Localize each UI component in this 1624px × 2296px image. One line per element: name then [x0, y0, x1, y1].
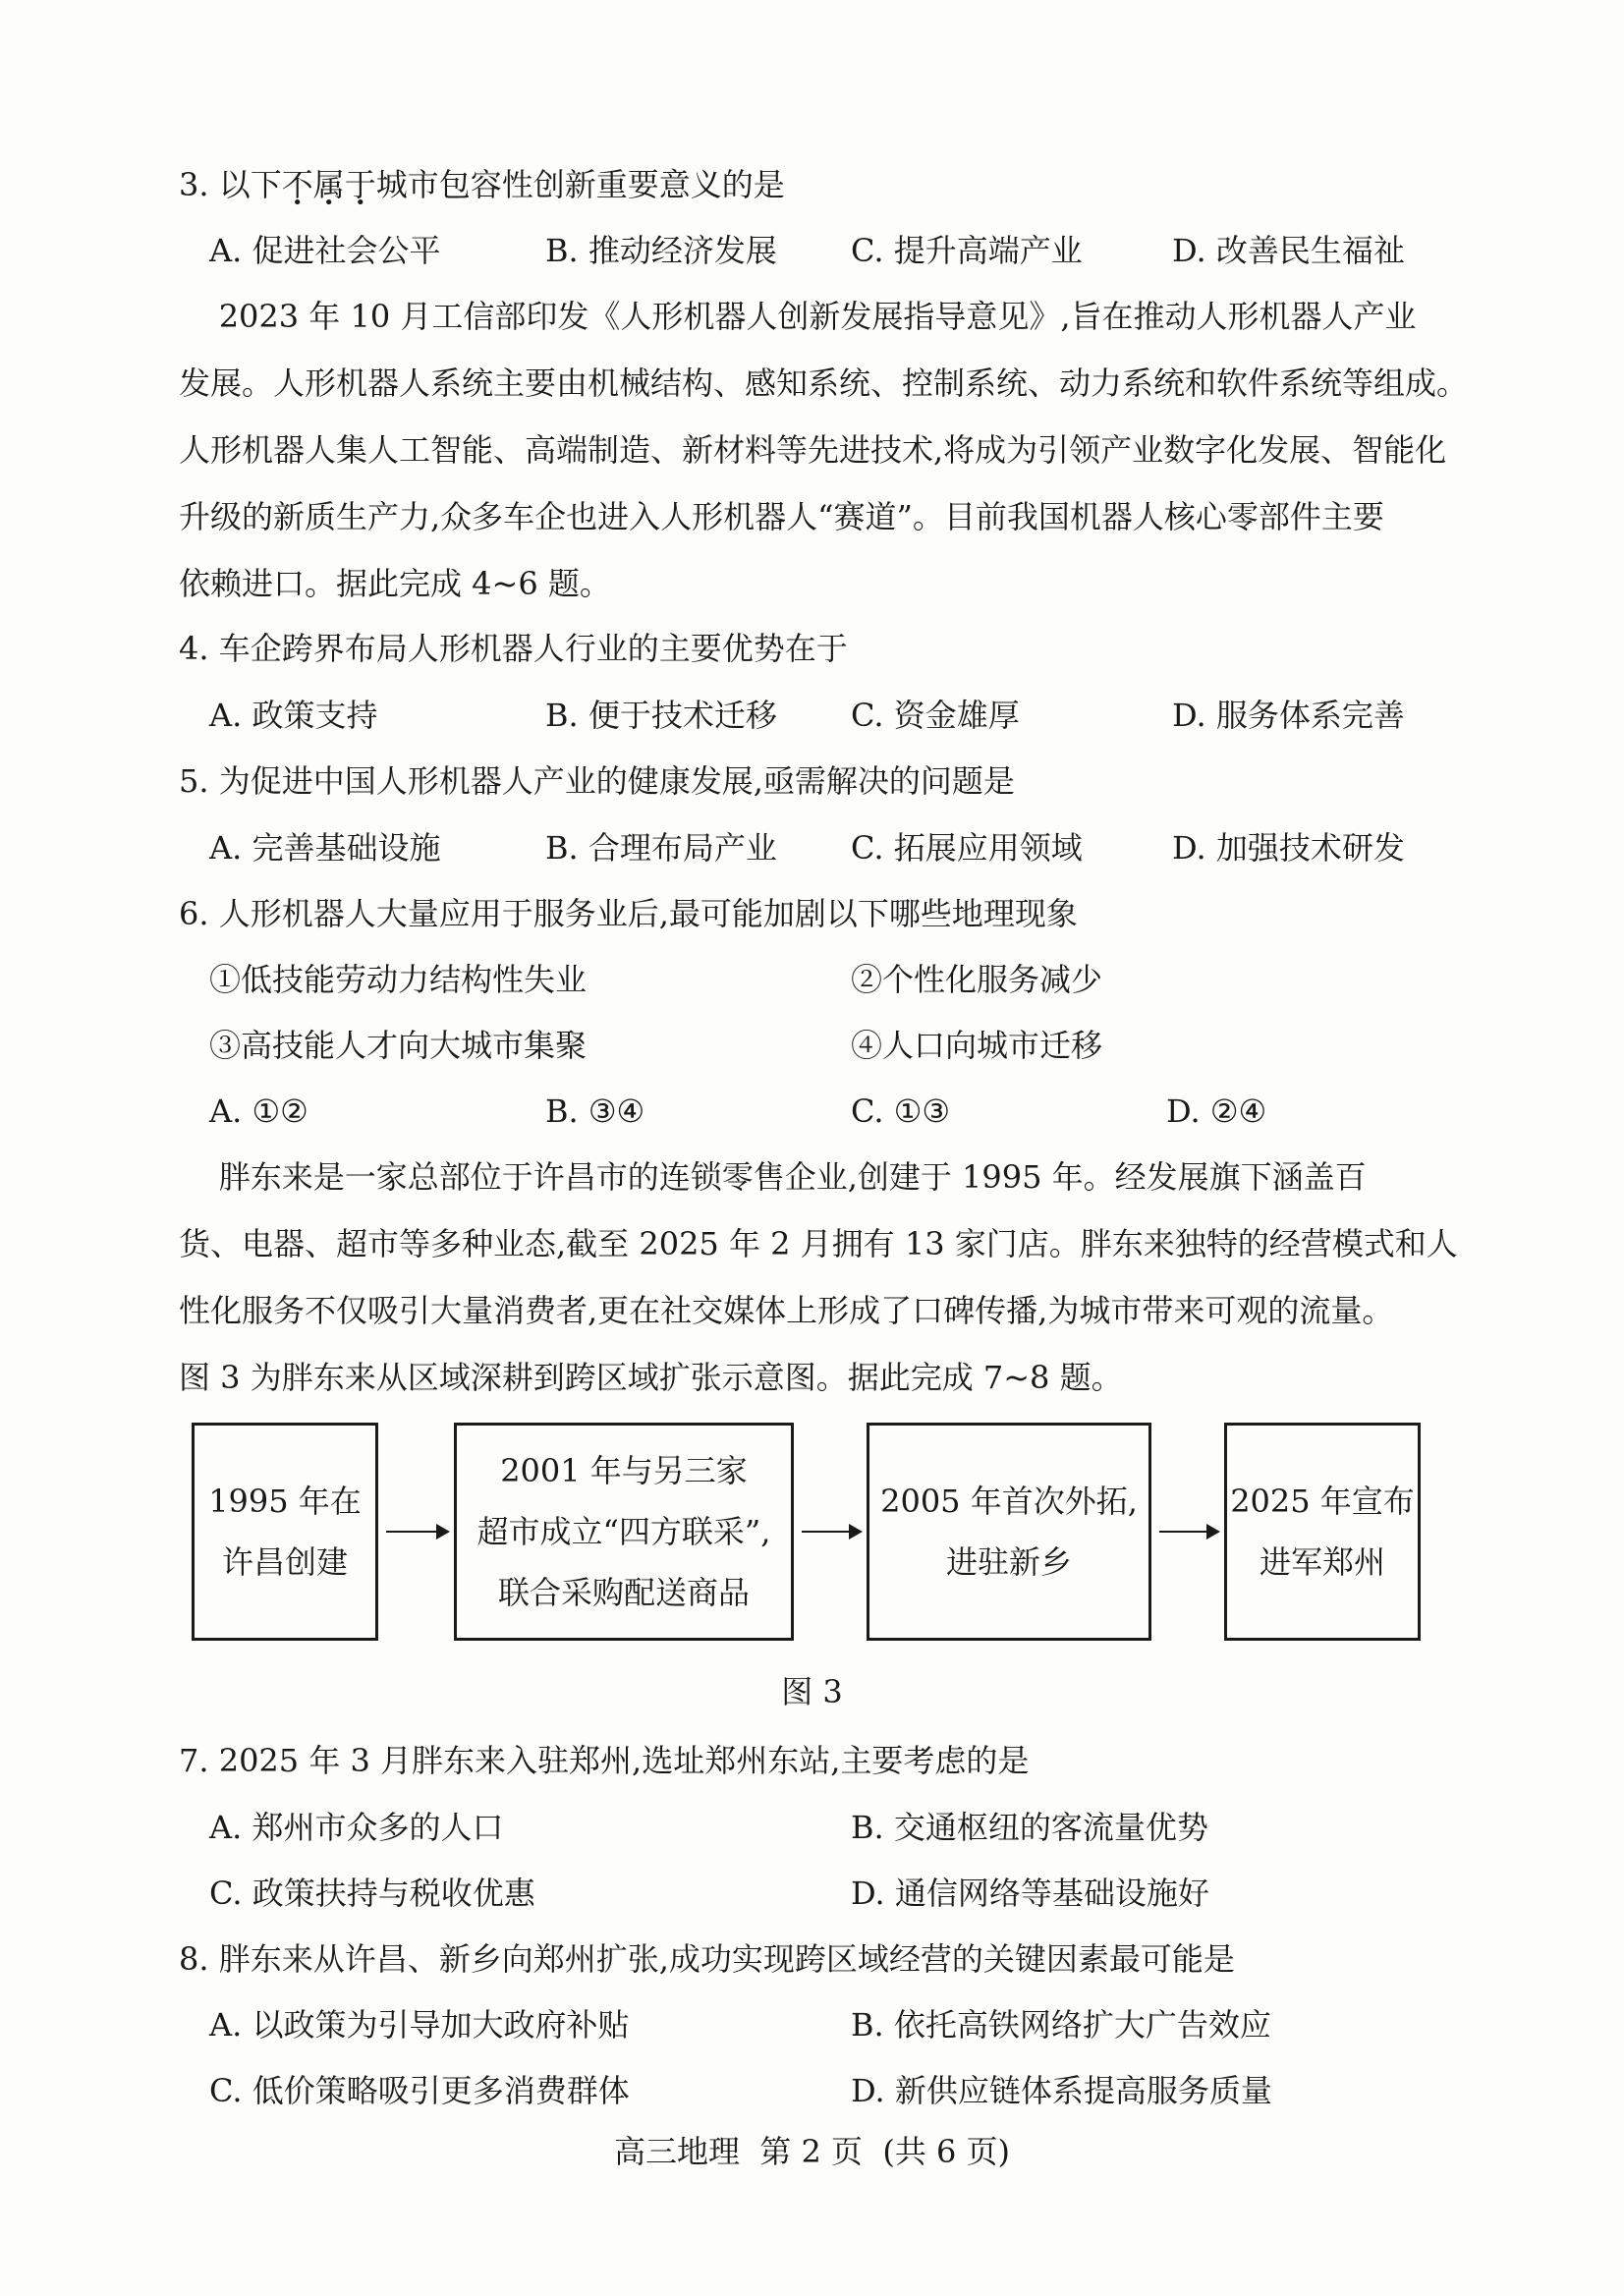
q4-option-c: C. 资金雄厚	[851, 697, 1020, 734]
flow-box-line: 1995 年在	[208, 1483, 362, 1520]
emphasis-char: 属	[312, 166, 345, 203]
flow-box-2001	[454, 1423, 794, 1641]
page-footer: 高三地理 第 2 页 (共 6 页)	[613, 2133, 1011, 2170]
q7-stem: 7. 2025 年 3 月胖东来入驻郑州,选址郑州东站,主要考虑的是	[179, 1742, 1030, 1779]
flow-box-1995	[192, 1423, 378, 1641]
q4-option-b: B. 便于技术迁移	[545, 697, 777, 734]
flow-box-2005	[867, 1423, 1151, 1641]
passage2-line: 货、电器、超市等多种业态,截至 2025 年 2 月拥有 13 家门店。胖东来独特的经营模式和人	[179, 1225, 1458, 1262]
flow-box-line: 进驻新乡	[945, 1543, 1072, 1581]
flow-box-line: 许昌创建	[221, 1543, 348, 1581]
q4-stem: 4. 车企跨界布局人形机器人行业的主要优势在于	[179, 630, 848, 667]
flow-arrow	[1159, 1531, 1218, 1533]
passage2-line: 图 3 为胖东来从区域深耕到跨区域扩张示意图。据此完成 7~8 题。	[179, 1359, 1123, 1396]
flow-box-line: 2005 年首次外拓,	[880, 1483, 1138, 1520]
q6-item: ③高技能人才向大城市集聚	[209, 1027, 588, 1064]
flow-box-line: 联合采购配送商品	[497, 1574, 750, 1611]
passage1-line: 2023 年 10 月工信部印发《人形机器人创新发展指导意见》,旨在推动人形机器人产业	[179, 298, 1417, 335]
flow-box-line: 进军郑州	[1259, 1543, 1385, 1581]
q6-option-b: B. ③④	[545, 1092, 645, 1130]
q8-option-d: D. 新供应链体系提高服务质量	[851, 2072, 1272, 2109]
q3-stem-pre: 3. 以下	[179, 166, 282, 203]
passage1-line: 升级的新质生产力,众多车企也进入人形机器人“赛道”。目前我国机器人核心零部件主要	[179, 498, 1384, 535]
flow-arrow	[802, 1531, 861, 1533]
q6-item: ①低技能劳动力结构性失业	[209, 961, 588, 998]
q7-option-a: A. 郑州市众多的人口	[209, 1809, 504, 1846]
q5-option-b: B. 合理布局产业	[545, 829, 777, 867]
q8-option-a: A. 以政策为引导加大政府补贴	[209, 2006, 630, 2044]
q7-option-c: C. 政策扶持与税收优惠	[209, 1875, 535, 1912]
q3-stem	[179, 165, 785, 204]
q6-item: ④人口向城市迁移	[851, 1027, 1103, 1064]
flow-arrow	[386, 1531, 448, 1533]
passage2-line: 性化服务不仅吸引大量消费者,更在社交媒体上形成了口碑传播,为城市带来可观的流量。	[179, 1292, 1394, 1329]
q6-stem: 6. 人形机器人大量应用于服务业后,最可能加剧以下哪些地理现象	[179, 895, 1078, 932]
flow-box-line: 超市成立“四方联采”,	[476, 1513, 771, 1550]
flow-box-line: 2025 年宣布	[1230, 1483, 1415, 1520]
passage1-line: 发展。人形机器人系统主要由机械结构、感知系统、控制系统、动力系统和软件系统等组成。	[179, 364, 1469, 402]
q3-stem-post: 城市包容性创新重要意义的是	[375, 166, 785, 203]
passage2-line: 胖东来是一家总部位于许昌市的连锁零售企业,创建于 1995 年。经发展旗下涵盖百	[179, 1158, 1367, 1196]
emphasis-char: 于	[344, 166, 376, 203]
q5-option-c: C. 拓展应用领域	[851, 829, 1083, 867]
q6-option-d: D. ②④	[1166, 1092, 1267, 1130]
flow-box-line: 2001 年与另三家	[500, 1452, 748, 1489]
q3-option-b: B. 推动经济发展	[545, 232, 777, 269]
q4-option-d: D. 服务体系完善	[1172, 697, 1405, 734]
q8-option-b: B. 依托高铁网络扩大广告效应	[851, 2006, 1271, 2044]
q5-option-a: A. 完善基础设施	[209, 829, 441, 867]
flow-box-2025	[1224, 1423, 1421, 1641]
q3-option-d: D. 改善民生福祉	[1172, 232, 1405, 269]
q5-stem: 5. 为促进中国人形机器人产业的健康发展,亟需解决的问题是	[179, 762, 1015, 800]
q5-option-d: D. 加强技术研发	[1172, 829, 1405, 867]
passage1-line: 人形机器人集人工智能、高端制造、新材料等先进技术,将成为引领产业数字化发展、智能化	[179, 431, 1447, 469]
q6-option-a: A. ①②	[209, 1092, 308, 1130]
figure-caption: 图 3	[781, 1673, 843, 1710]
q3-option-c: C. 提升高端产业	[851, 232, 1083, 269]
q6-item: ②个性化服务减少	[851, 961, 1103, 998]
q8-option-c: C. 低价策略吸引更多消费群体	[209, 2072, 630, 2109]
q7-option-b: B. 交通枢纽的客流量优势	[851, 1809, 1208, 1846]
emphasis-char: 不	[281, 166, 313, 203]
q6-option-c: C. ①③	[851, 1092, 951, 1130]
q7-option-d: D. 通信网络等基础设施好	[851, 1875, 1209, 1912]
q4-option-a: A. 政策支持	[209, 697, 378, 734]
passage1-line: 依赖进口。据此完成 4~6 题。	[179, 565, 611, 602]
q3-option-a: A. 促进社会公平	[209, 232, 441, 269]
q8-stem: 8. 胖东来从许昌、新乡向郑州扩张,成功实现跨区域经营的关键因素最可能是	[179, 1940, 1235, 1978]
